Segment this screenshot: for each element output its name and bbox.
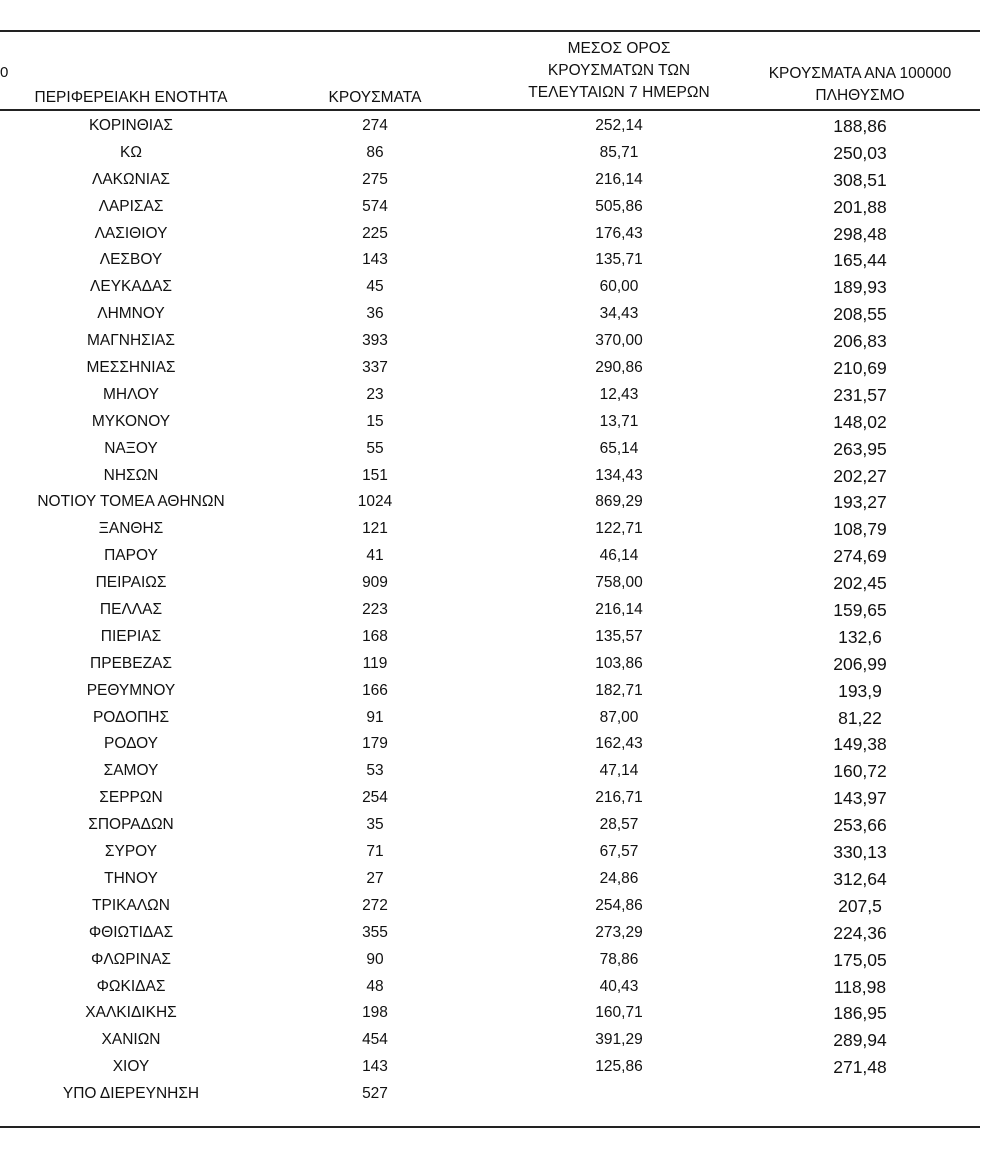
avg7-cell: 290,86 bbox=[595, 359, 643, 377]
table-row bbox=[0, 544, 1000, 571]
per100k-cell: 188,86 bbox=[833, 116, 887, 136]
avg7-cell: 182,71 bbox=[595, 681, 643, 699]
table-row bbox=[0, 975, 1000, 1002]
table-row bbox=[0, 141, 1000, 168]
cases-cell: 41 bbox=[366, 547, 384, 565]
per100k-cell: 231,57 bbox=[833, 384, 887, 405]
cases-cell: 166 bbox=[362, 681, 388, 699]
region-cell: ΜΗΛΟΥ bbox=[102, 385, 160, 403]
header-rule bbox=[0, 109, 980, 111]
avg7-cell: 78,86 bbox=[599, 950, 639, 968]
per100k-cell: 253,66 bbox=[833, 815, 887, 836]
avg7-cell: 254,86 bbox=[595, 896, 643, 914]
table-row bbox=[0, 517, 1000, 544]
table-row bbox=[0, 222, 1000, 249]
header-cases bbox=[305, 87, 445, 109]
per100k-cell: 224,36 bbox=[833, 922, 887, 943]
region-cell: ΚΟΡΙΝΘΙΑΣ bbox=[88, 117, 174, 134]
per100k-cell: 108,79 bbox=[833, 519, 887, 540]
header-avg7-line2: ΚΡΟΥΣΜΑΤΩΝ ΤΩΝ bbox=[547, 62, 691, 79]
per100k-cell: 165,44 bbox=[833, 250, 887, 271]
table-row bbox=[0, 1055, 1000, 1082]
region-cell: ΣΥΡΟΥ bbox=[104, 843, 158, 861]
per100k-cell: 193,9 bbox=[838, 680, 882, 701]
per100k-cell: 274,69 bbox=[833, 546, 887, 567]
per100k-cell: 210,69 bbox=[833, 358, 887, 379]
table-row bbox=[0, 652, 1000, 679]
region-cell: ΝΟΤΙΟΥ ΤΟΜΕΑ ΑΘΗΝΩΝ bbox=[37, 493, 225, 511]
avg7-cell: 176,43 bbox=[595, 224, 643, 242]
region-cell: ΛΑΣΙΘΙΟΥ bbox=[94, 224, 168, 242]
avg7-cell: 24,86 bbox=[599, 869, 639, 887]
avg7-cell: 869,29 bbox=[595, 493, 643, 511]
region-cell: ΣΠΟΡΑΔΩΝ bbox=[88, 816, 174, 834]
table-row bbox=[0, 464, 1000, 491]
region-cell: ΜΕΣΣΗΝΙΑΣ bbox=[86, 359, 176, 377]
avg7-cell: 122,71 bbox=[595, 520, 643, 538]
cases-cell: 23 bbox=[366, 385, 384, 403]
avg7-cell: 273,29 bbox=[595, 923, 643, 941]
region-cell: ΚΩ bbox=[120, 143, 142, 161]
region-cell: ΧΙΟΥ bbox=[112, 1058, 150, 1076]
table-row bbox=[0, 356, 1000, 383]
cases-cell: 274 bbox=[362, 117, 388, 134]
table-row bbox=[0, 329, 1000, 356]
cases-cell: 909 bbox=[362, 574, 388, 592]
cases-cell: 254 bbox=[362, 789, 388, 807]
table-row bbox=[0, 410, 1000, 437]
region-cell: ΡΕΘΥΜΝΟΥ bbox=[86, 681, 176, 699]
cases-cell: 1024 bbox=[357, 493, 393, 511]
cases-cell: 119 bbox=[362, 654, 388, 672]
region-cell: ΠΕΛΛΑΣ bbox=[99, 601, 163, 619]
avg7-cell: 135,57 bbox=[595, 627, 643, 645]
header-per100k bbox=[735, 63, 985, 107]
region-cell: ΣΕΡΡΩΝ bbox=[99, 789, 163, 807]
per100k-cell: 149,38 bbox=[833, 734, 887, 755]
per100k-cell: 330,13 bbox=[833, 842, 887, 863]
avg7-cell: 40,43 bbox=[599, 977, 639, 995]
cases-cell: 275 bbox=[362, 170, 388, 188]
per100k-cell: 308,51 bbox=[833, 169, 887, 190]
per100k-cell: 298,48 bbox=[833, 223, 887, 244]
per100k-cell: 289,94 bbox=[833, 1030, 887, 1051]
cases-cell: 168 bbox=[362, 627, 388, 645]
avg7-cell: 505,86 bbox=[595, 197, 643, 215]
table-row bbox=[0, 1028, 1000, 1055]
region-cell: ΛΕΥΚΑΔΑΣ bbox=[90, 278, 172, 296]
avg7-cell: 34,43 bbox=[599, 305, 639, 323]
table-row bbox=[0, 383, 1000, 410]
avg7-cell: 162,43 bbox=[595, 735, 643, 753]
table-row bbox=[0, 275, 1000, 302]
table-body bbox=[0, 114, 1000, 1109]
region-cell: ΤΗΝΟΥ bbox=[104, 869, 158, 887]
region-cell: ΦΘΙΩΤΙΔΑΣ bbox=[88, 923, 174, 941]
header-region-label: ΠΕΡΙΦΕΡΕΙΑΚΗ ΕΝΟΤΗΤΑ bbox=[34, 89, 228, 106]
cases-cell: 45 bbox=[366, 278, 384, 296]
avg7-cell: 85,71 bbox=[599, 143, 639, 161]
table-row bbox=[0, 867, 1000, 894]
avg7-cell: 67,57 bbox=[599, 843, 639, 861]
region-cell: ΛΑΚΩΝΙΑΣ bbox=[91, 170, 171, 188]
region-cell: ΝΑΞΟΥ bbox=[104, 439, 158, 457]
per100k-cell: 263,95 bbox=[833, 438, 887, 459]
per100k-cell: 201,88 bbox=[833, 196, 887, 217]
cases-cell: 48 bbox=[366, 977, 384, 995]
region-cell: ΦΛΩΡΙΝΑΣ bbox=[90, 950, 172, 968]
header-avg7 bbox=[495, 38, 743, 104]
avg7-cell: 370,00 bbox=[595, 332, 643, 350]
region-cell: ΤΡΙΚΑΛΩΝ bbox=[92, 896, 170, 914]
table-row bbox=[0, 679, 1000, 706]
cases-cell: 55 bbox=[366, 439, 384, 457]
table-row bbox=[0, 786, 1000, 813]
region-cell: ΦΩΚΙΔΑΣ bbox=[96, 977, 166, 995]
cases-cell: 36 bbox=[366, 305, 384, 323]
table-row bbox=[0, 248, 1000, 275]
per100k-cell: 143,97 bbox=[833, 788, 887, 809]
per100k-cell: 159,65 bbox=[833, 600, 887, 621]
cases-cell: 355 bbox=[362, 923, 388, 941]
region-cell: ΛΑΡΙΣΑΣ bbox=[98, 197, 164, 215]
avg7-cell: 216,14 bbox=[595, 601, 643, 619]
per100k-cell: 271,48 bbox=[833, 1057, 887, 1078]
per100k-cell: 202,27 bbox=[833, 465, 887, 486]
table-row bbox=[0, 813, 1000, 840]
per100k-cell: 118,98 bbox=[833, 976, 887, 997]
avg7-cell: 216,14 bbox=[595, 170, 643, 188]
cases-cell: 71 bbox=[366, 843, 384, 861]
cases-cell: 225 bbox=[362, 224, 388, 242]
avg7-cell: 47,14 bbox=[599, 762, 639, 780]
table-row bbox=[0, 732, 1000, 759]
region-cell: ΣΑΜΟΥ bbox=[103, 762, 159, 780]
header-region bbox=[0, 87, 262, 109]
avg7-cell: 12,43 bbox=[599, 385, 639, 403]
table-row bbox=[0, 168, 1000, 195]
avg7-cell: 160,71 bbox=[595, 1004, 643, 1022]
header-avg7-line3: ΤΕΛΕΥΤΑΙΩΝ 7 ΗΜΕΡΩΝ bbox=[528, 84, 710, 101]
bottom-rule bbox=[0, 1126, 980, 1128]
region-cell: ΧΑΛΚΙΔΙΚΗΣ bbox=[85, 1004, 177, 1022]
avg7-cell: 46,14 bbox=[599, 547, 639, 565]
per100k-cell: 148,02 bbox=[833, 411, 887, 432]
stray-mark: 0 bbox=[0, 64, 9, 81]
table-row bbox=[0, 625, 1000, 652]
region-cell: ΜΑΓΝΗΣΙΑΣ bbox=[87, 332, 175, 350]
table-row bbox=[0, 598, 1000, 625]
region-cell: ΠΙΕΡΙΑΣ bbox=[100, 627, 162, 645]
table-row bbox=[0, 571, 1000, 598]
region-cell: ΠΑΡΟΥ bbox=[104, 547, 158, 565]
region-cell: ΠΕΙΡΑΙΩΣ bbox=[95, 574, 167, 592]
per100k-cell: 208,55 bbox=[833, 304, 887, 325]
avg7-cell: 28,57 bbox=[599, 816, 639, 834]
cases-cell: 15 bbox=[366, 412, 384, 430]
top-rule bbox=[0, 30, 980, 32]
per100k-cell: 250,03 bbox=[833, 142, 887, 163]
table-row bbox=[0, 114, 1000, 141]
avg7-cell: 252,14 bbox=[595, 117, 643, 134]
table-row bbox=[0, 1082, 1000, 1109]
cases-cell: 91 bbox=[366, 708, 384, 726]
region-cell: ΧΑΝΙΩΝ bbox=[101, 1031, 161, 1049]
cases-cell: 90 bbox=[366, 950, 384, 968]
region-cell: ΝΗΣΩΝ bbox=[103, 466, 159, 484]
per100k-cell: 160,72 bbox=[833, 761, 887, 782]
cases-cell: 527 bbox=[362, 1085, 388, 1103]
avg7-cell: 134,43 bbox=[595, 466, 643, 484]
per100k-cell: 175,05 bbox=[833, 949, 887, 970]
avg7-cell: 125,86 bbox=[595, 1058, 643, 1076]
table-row bbox=[0, 195, 1000, 222]
per100k-cell: 207,5 bbox=[838, 895, 882, 916]
cases-cell: 143 bbox=[362, 1058, 388, 1076]
region-cell: ΡΟΔΟΥ bbox=[104, 735, 158, 753]
table-row bbox=[0, 302, 1000, 329]
table-row bbox=[0, 437, 1000, 464]
avg7-cell: 13,71 bbox=[599, 412, 639, 430]
per100k-cell: 193,27 bbox=[833, 492, 887, 513]
table-row bbox=[0, 921, 1000, 948]
cases-cell: 35 bbox=[366, 816, 384, 834]
per100k-cell: 189,93 bbox=[833, 277, 887, 298]
header-avg7-line1: ΜΕΣΟΣ ΟΡΟΣ bbox=[567, 40, 671, 57]
header-cases-label: ΚΡΟΥΣΜΑΤΑ bbox=[328, 89, 422, 106]
avg7-cell: 216,71 bbox=[595, 789, 643, 807]
cases-cell: 121 bbox=[362, 520, 388, 538]
cases-cell: 574 bbox=[362, 197, 388, 215]
region-cell: ΠΡΕΒΕΖΑΣ bbox=[90, 654, 172, 672]
cases-cell: 198 bbox=[362, 1004, 388, 1022]
table-row bbox=[0, 490, 1000, 517]
cases-cell: 337 bbox=[362, 359, 388, 377]
table-row bbox=[0, 948, 1000, 975]
per100k-cell: 81,22 bbox=[838, 707, 882, 728]
per100k-cell: 206,99 bbox=[833, 653, 887, 674]
region-cell: ΛΕΣΒΟΥ bbox=[99, 251, 163, 269]
per100k-cell: 186,95 bbox=[833, 1003, 887, 1024]
header-per100k-line1: ΚΡΟΥΣΜΑΤΑ ΑΝΑ 100000 bbox=[768, 65, 952, 82]
cases-cell: 53 bbox=[366, 762, 384, 780]
avg7-cell: 60,00 bbox=[599, 278, 639, 296]
cases-cell: 272 bbox=[362, 896, 388, 914]
table-row bbox=[0, 706, 1000, 733]
cases-cell: 27 bbox=[366, 869, 384, 887]
per100k-cell: 202,45 bbox=[833, 573, 887, 594]
region-cell: ΞΑΝΘΗΣ bbox=[98, 520, 164, 538]
table-row bbox=[0, 894, 1000, 921]
cases-cell: 393 bbox=[362, 332, 388, 350]
cases-cell: 223 bbox=[362, 601, 388, 619]
avg7-cell: 135,71 bbox=[595, 251, 643, 269]
avg7-cell: 103,86 bbox=[595, 654, 643, 672]
avg7-cell: 758,00 bbox=[595, 574, 643, 592]
table-row bbox=[0, 1001, 1000, 1028]
cases-cell: 86 bbox=[366, 143, 384, 161]
avg7-cell: 65,14 bbox=[599, 439, 639, 457]
per100k-cell: 132,6 bbox=[838, 626, 882, 647]
table-row bbox=[0, 759, 1000, 786]
per100k-cell: 206,83 bbox=[833, 331, 887, 352]
header-per100k-line2: ΠΛΗΘΥΣΜΟ bbox=[815, 87, 905, 104]
region-cell: ΛΗΜΝΟΥ bbox=[97, 305, 165, 323]
table-row bbox=[0, 840, 1000, 867]
avg7-cell: 87,00 bbox=[599, 708, 639, 726]
cases-cell: 454 bbox=[362, 1031, 388, 1049]
cases-cell: 179 bbox=[362, 735, 388, 753]
region-cell: ΡΟΔΟΠΗΣ bbox=[92, 708, 170, 726]
region-cell: ΥΠΟ ΔΙΕΡΕΥΝΗΣΗ bbox=[62, 1085, 200, 1103]
region-cell: ΜΥΚΟΝΟΥ bbox=[91, 412, 171, 430]
cases-cell: 143 bbox=[362, 251, 388, 269]
avg7-cell: 391,29 bbox=[595, 1031, 643, 1049]
cases-cell: 151 bbox=[362, 466, 388, 484]
per100k-cell: 312,64 bbox=[833, 868, 887, 889]
